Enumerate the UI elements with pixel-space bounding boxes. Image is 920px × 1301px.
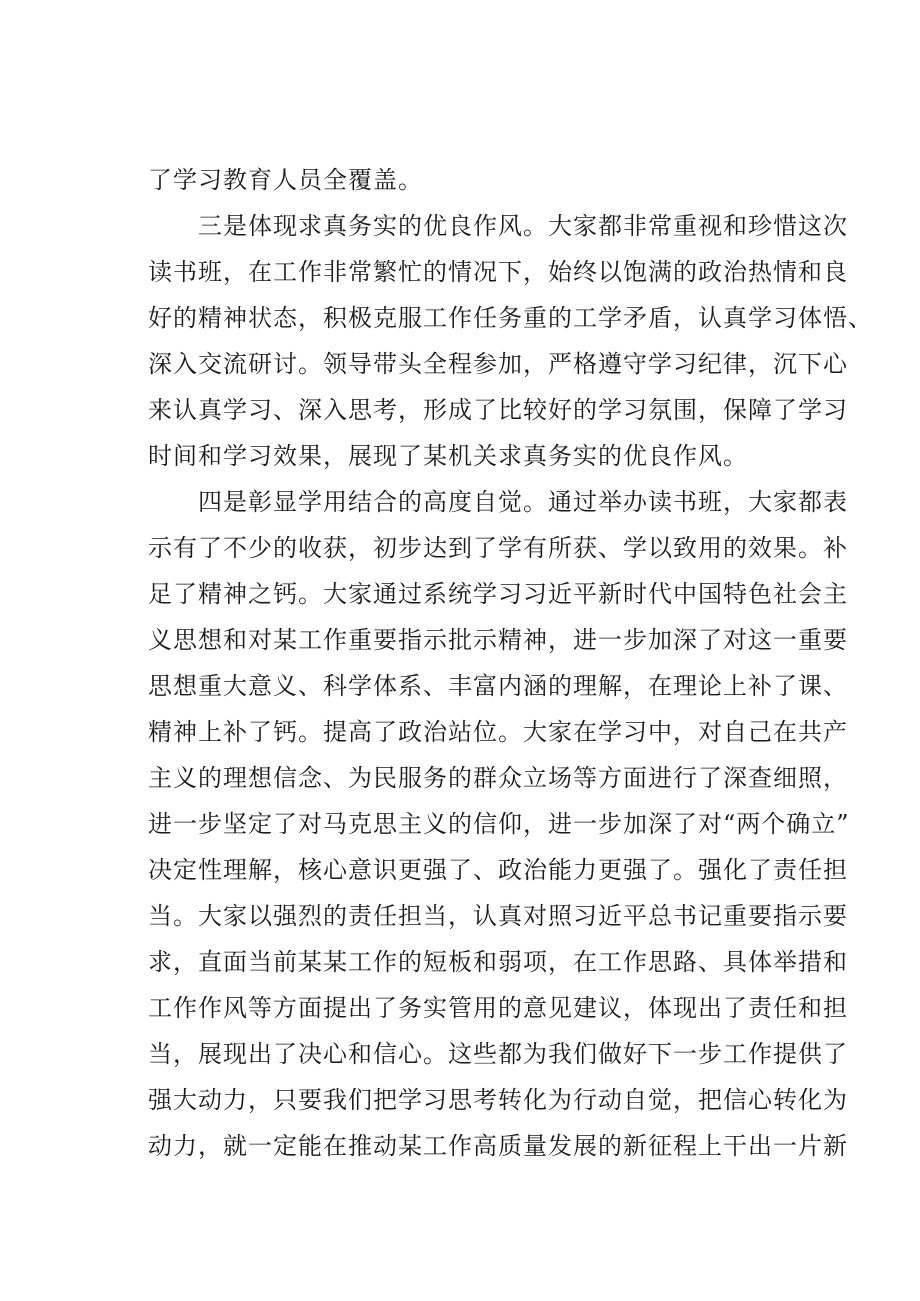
text-line: 精神上补了钙。提高了政治站位。大家在学习中，对自己在共产 xyxy=(148,718,848,746)
text-line: 了学习教育人员全覆盖。 xyxy=(148,166,423,194)
text-line: 主义的理想信念、为民服务的群众立场等方面进行了深查细照， xyxy=(148,764,848,792)
text-line: 进一步坚定了对马克思主义的信仰，进一步加深了对“两个确立” xyxy=(148,810,850,838)
text-line: 深入交流研讨。领导带头全程参加，严格遵守学习纪律，沉下心 xyxy=(148,350,848,378)
text-line: 工作作风等方面提出了务实管用的意见建议，体现出了责任和担 xyxy=(148,994,848,1022)
text-line: 决定性理解，核心意识更强了、政治能力更强了。强化了责任担 xyxy=(148,856,848,884)
text-line: 义思想和对某工作重要指示批示精神，进一步加深了对这一重要 xyxy=(148,626,848,654)
text-line: 当，展现出了决心和信心。这些都为我们做好下一步工作提供了 xyxy=(148,1040,848,1068)
text-line: 足了精神之钙。大家通过系统学习习近平新时代中国特色社会主 xyxy=(148,580,848,608)
text-line: 思想重大意义、科学体系、丰富内涵的理解，在理论上补了课、 xyxy=(148,672,848,700)
text-line: 来认真学习、深入思考，形成了比较好的学习氛围，保障了学习 xyxy=(148,396,848,424)
text-line: 示有了不少的收获，初步达到了学有所获、学以致用的效果。补 xyxy=(148,534,848,562)
text-line: 动力，就一定能在推动某工作高质量发展的新征程上干出一片新 xyxy=(148,1132,848,1160)
text-line: 时间和学习效果，展现了某机关求真务实的优良作风。 xyxy=(148,442,748,470)
paragraph-start-line: 四是彰显学用结合的高度自觉。通过举办读书班，大家都表 xyxy=(198,488,848,516)
text-line: 当。大家以强烈的责任担当，认真对照习近平总书记重要指示要 xyxy=(148,902,848,930)
paragraph-start-line: 三是体现求真务实的优良作风。大家都非常重视和珍惜这次 xyxy=(198,212,848,240)
text-line: 求，直面当前某某工作的短板和弱项，在工作思路、具体举措和 xyxy=(148,948,848,976)
text-line: 读书班，在工作非常繁忙的情况下，始终以饱满的政治热情和良 xyxy=(148,258,848,286)
text-line: 好的精神状态，积极克服工作任务重的工学矛盾，认真学习体悟、 xyxy=(148,304,873,332)
text-line: 强大动力，只要我们把学习思考转化为行动自觉，把信心转化为 xyxy=(148,1086,848,1114)
